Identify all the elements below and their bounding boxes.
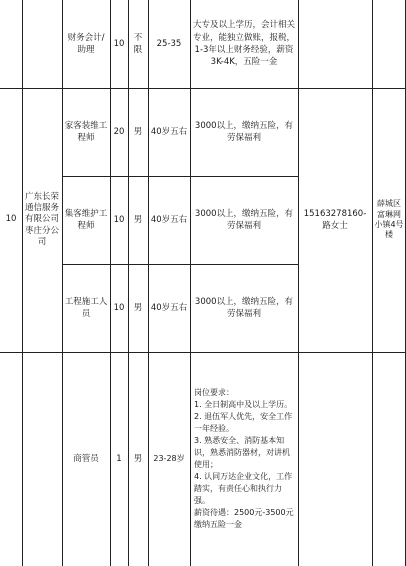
position-title: 家客装维工程师 <box>64 120 108 143</box>
position-gender: 男 <box>133 126 143 137</box>
address-cell <box>372 352 406 566</box>
position-gender: 男 <box>133 214 143 225</box>
position-title: 财务会计/助理 <box>67 32 105 55</box>
position-gender: 男 <box>133 302 143 313</box>
position-count: 1 <box>116 453 122 464</box>
position-requirements: 3000以上，缴纳五险，有劳保福利 <box>194 296 294 319</box>
row-divider <box>0 352 406 353</box>
position-title: 工程施工人员 <box>64 296 108 319</box>
position-age: 40岁五右 <box>150 214 188 225</box>
column-divider <box>190 0 191 566</box>
position-title: 集客维护工程师 <box>64 208 108 231</box>
position-age: 25-35 <box>156 38 182 49</box>
row-divider <box>62 264 298 265</box>
position-count: 20 <box>113 126 125 137</box>
position-age: 23-28岁 <box>153 454 185 464</box>
column-divider <box>22 0 23 566</box>
company-cell: 广东长荣通信服务有限公司枣庄分公司 <box>24 192 59 247</box>
address-cell <box>372 0 406 88</box>
address-cell: 薛城区富琳网小镇4号楼 <box>374 199 404 240</box>
row-index-cell: 10 <box>5 214 17 225</box>
row-divider <box>62 176 298 177</box>
position-requirements: 3000以上，缴纳五险，有劳保福利 <box>194 120 294 143</box>
position-requirements: 3000以上，缴纳五险，有劳保福利 <box>194 208 294 231</box>
column-divider <box>110 0 111 566</box>
company-cell <box>22 352 62 566</box>
position-age: 40岁五右 <box>150 126 188 137</box>
position-gender: 不限 <box>133 32 143 55</box>
column-divider <box>128 0 129 566</box>
company-cell <box>22 0 62 88</box>
row-index-cell <box>0 0 22 88</box>
position-requirements: 岗位要求： 1. 全日制高中及以上学历。 2. 退伍军人优先，安全工作一年经验。 3. 熟悉安全、消防基本知识，熟悉消防器材，对讲机使用； 4. 认同万达企业文化，工作踏实，有责任心和执行力强。 薪资待遇：2500元-3500元缴纳五险一金 <box>194 388 294 529</box>
row-index-cell <box>0 352 22 566</box>
column-divider <box>298 0 299 566</box>
column-divider <box>62 0 63 566</box>
contact-cell: 15163278160-路女士 <box>303 208 367 231</box>
position-title: 商管员 <box>73 453 99 464</box>
position-gender: 男 <box>133 453 143 464</box>
contact-cell <box>298 0 372 88</box>
position-count: 10 <box>113 214 125 225</box>
row-divider <box>0 88 406 89</box>
position-count: 10 <box>113 302 125 313</box>
position-age: 40岁五右 <box>150 302 188 313</box>
column-divider <box>148 0 149 566</box>
position-count: 10 <box>113 38 125 49</box>
position-requirements: 大专及以上学历，会计相关专业，能独立做账，报税，1-3年以上财务经验，薪资3K-4K，五险一金 <box>192 20 295 68</box>
column-divider <box>372 0 373 566</box>
contact-cell <box>298 352 372 566</box>
